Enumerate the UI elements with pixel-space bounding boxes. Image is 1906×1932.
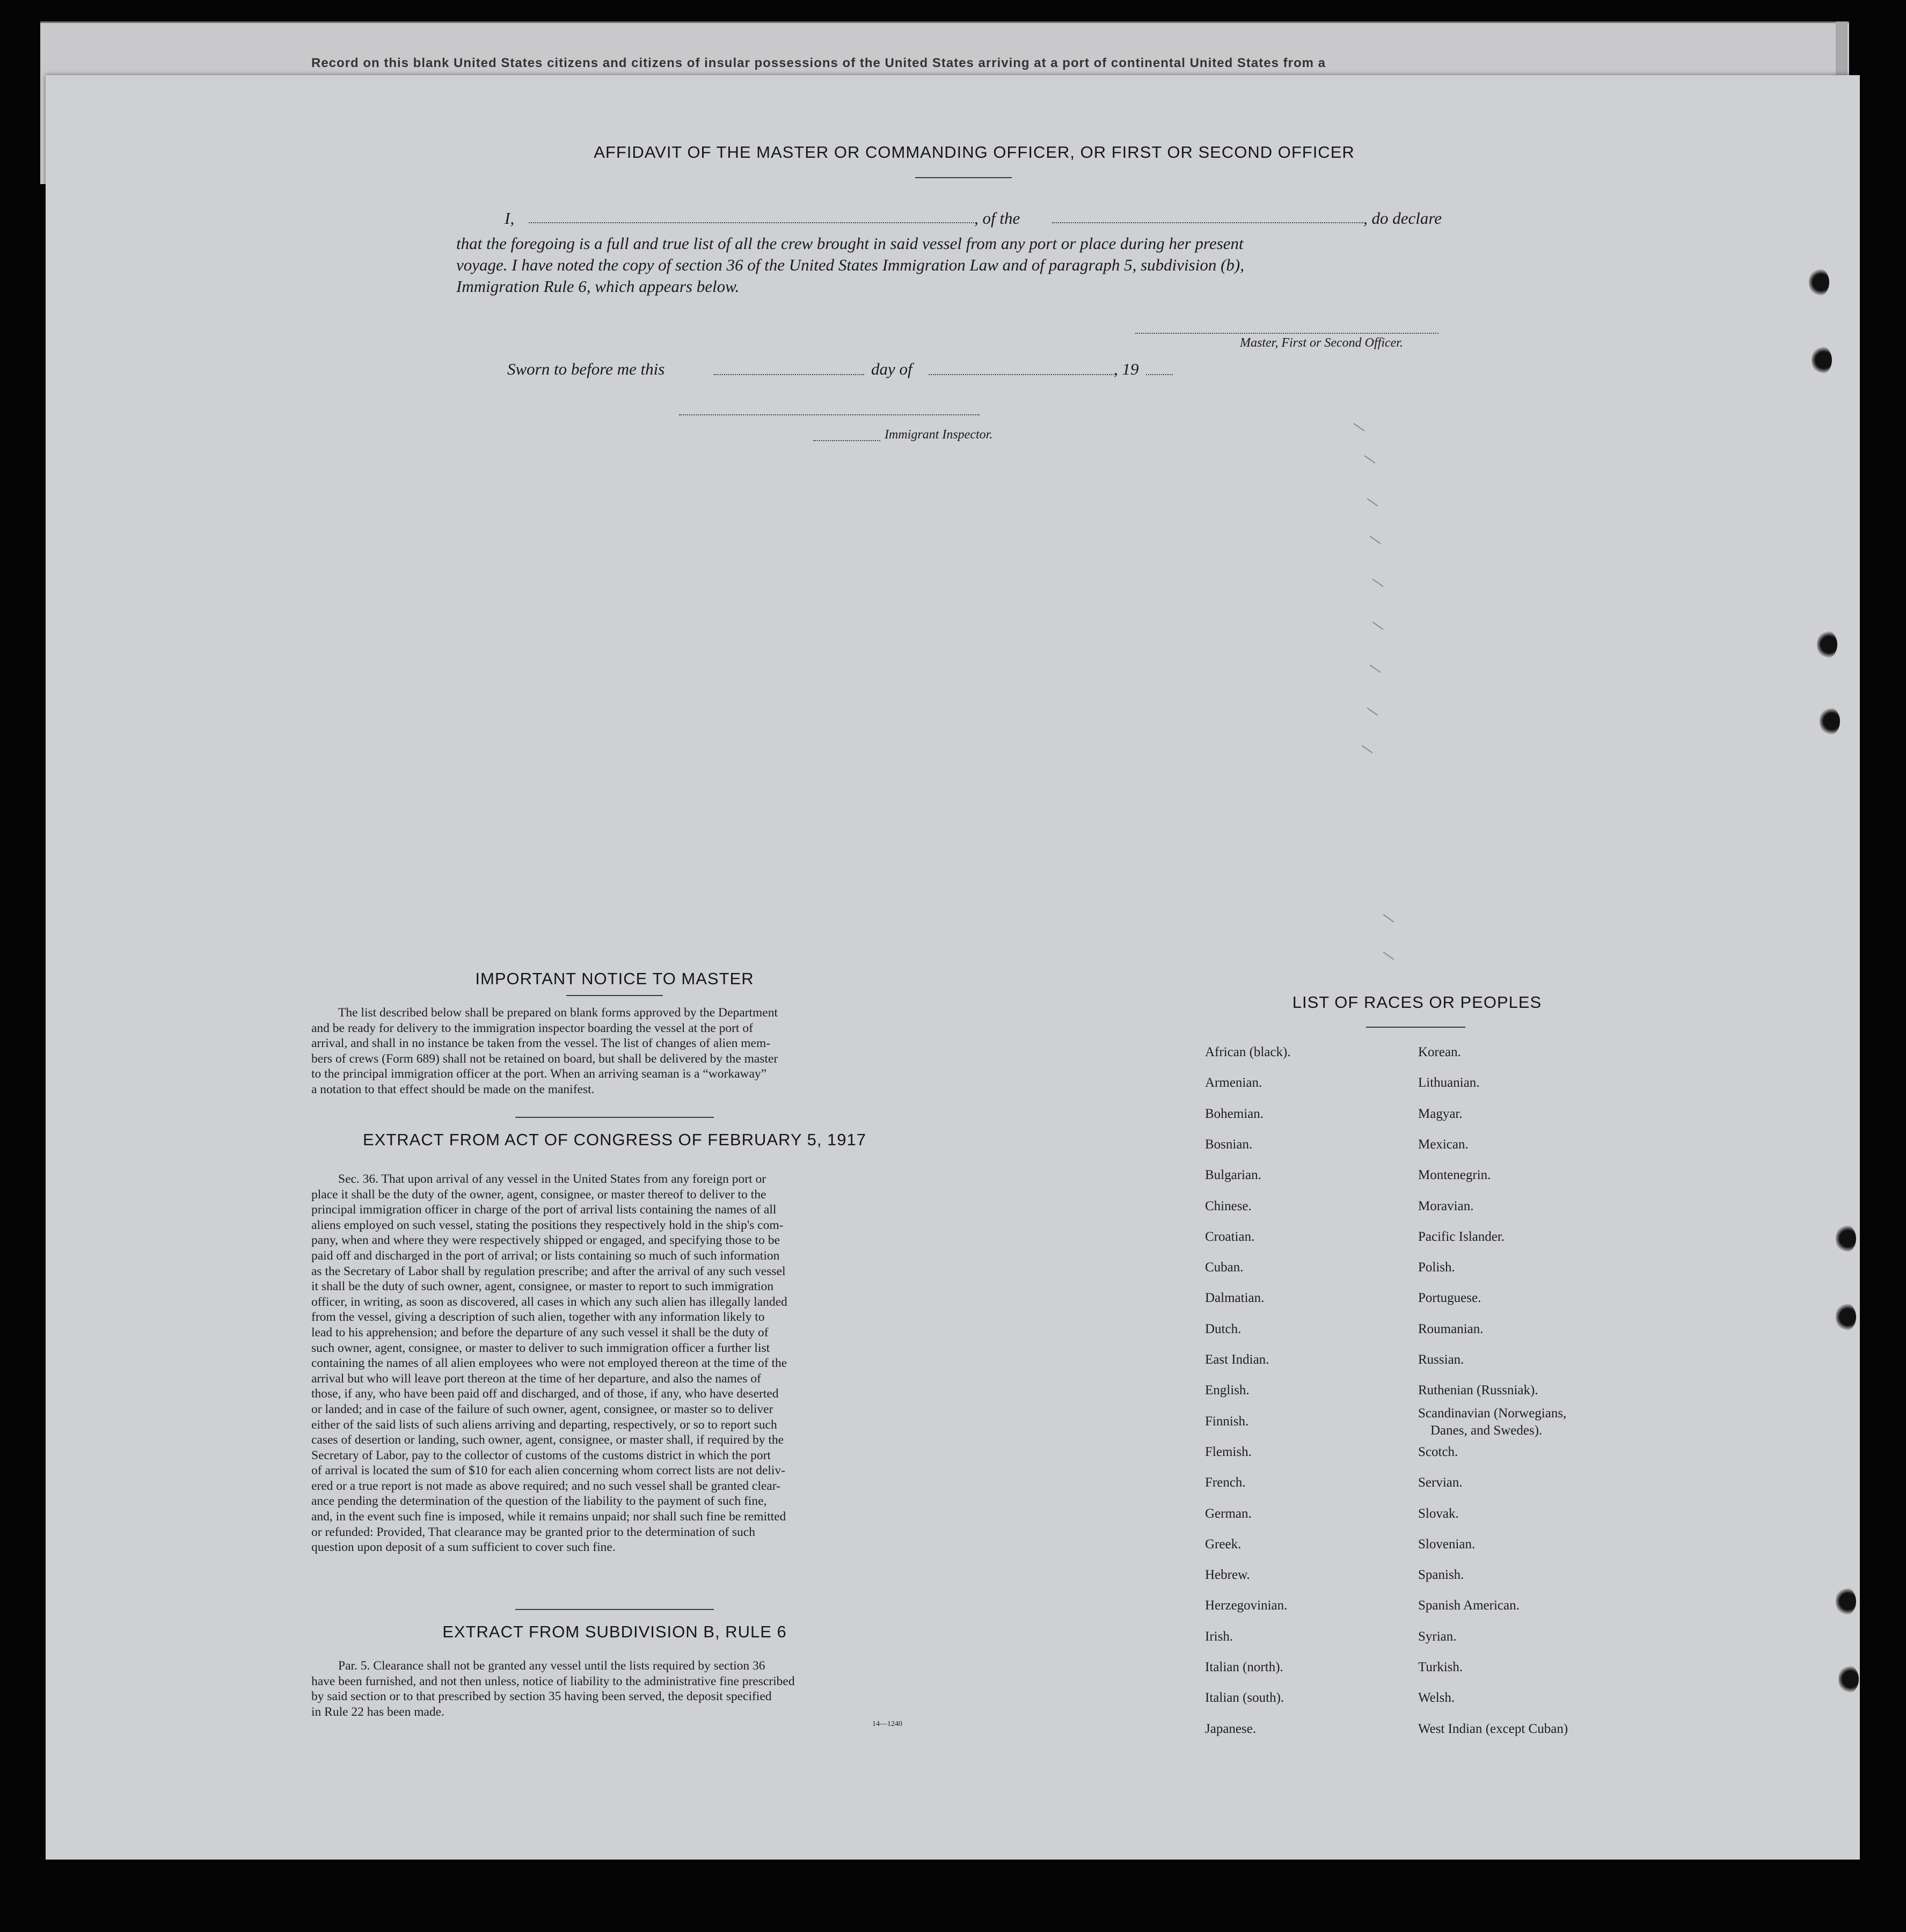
rule-text — [311, 1658, 923, 1719]
act-line: ered or a true report is not made as above required; and no such vessel shall be granted clear- — [311, 1479, 780, 1493]
sworn-text: Sworn to before me this — [507, 360, 665, 378]
master-signature-label: Master, First or Second Officer. — [1240, 336, 1403, 350]
sworn-day-line[interactable] — [714, 374, 864, 375]
affidavit-title: AFFIDAVIT OF THE MASTER OR COMMANDING OFFICER, OR FIRST OR SECOND OFFICER — [594, 143, 1355, 162]
affidavit-line-2: that the foregoing is a full and true list of all the crew brought in said vessel from any port or place during her present — [456, 234, 1244, 253]
act-line: paid off and discharged in the port of arrival; or lists containing so much of such information — [311, 1248, 780, 1263]
race-item: German. — [1205, 1506, 1252, 1521]
act-line: cases of desertion or landing, such owner, agent, consignee, or master shall, if required by the — [311, 1433, 784, 1447]
rule-line: Par. 5. Clearance shall not be granted any vessel until the lists required by section 36 — [338, 1659, 765, 1673]
act-line: officer, in writing, as soon as discovered, all cases in which any such alien has illegally landed — [311, 1294, 787, 1309]
rule-title: EXTRACT FROM SUBDIVISION B, RULE 6 — [442, 1622, 787, 1641]
race-item: Finnish. — [1205, 1414, 1249, 1429]
race-item: Slovak. — [1418, 1506, 1459, 1521]
notice-title: IMPORTANT NOTICE TO MASTER — [475, 969, 754, 988]
race-item: Spanish American. — [1418, 1598, 1520, 1613]
sworn-month-line[interactable] — [929, 374, 1116, 375]
rule-line: have been furnished, and not then unless, notice of liability to the administrative fine prescribed — [311, 1674, 795, 1688]
race-item: East Indian. — [1205, 1352, 1269, 1367]
race-item: Moravian. — [1418, 1198, 1474, 1213]
race-item: Magyar. — [1418, 1106, 1463, 1121]
section-rule — [515, 1609, 714, 1610]
races-rule — [1366, 1027, 1465, 1028]
act-line: aliens employed on such vessel, stating the positions they respectively hold in the ship's com- — [311, 1218, 784, 1232]
race-item: Dutch. — [1205, 1321, 1242, 1336]
notice-line: The list described below shall be prepared on blank forms approved by the Department — [338, 1006, 778, 1020]
race-item: Flemish. — [1205, 1444, 1252, 1459]
race-item: West Indian (except Cuban) — [1418, 1721, 1568, 1736]
race-item: Mexican. — [1418, 1137, 1469, 1152]
race-item: Welsh. — [1418, 1690, 1455, 1706]
section-rule — [515, 1117, 714, 1118]
act-text — [311, 1172, 923, 1555]
act-line: lead to his apprehension; and before the departure of any such vessel it shall be the duty of — [311, 1325, 769, 1340]
race-item: Russian. — [1418, 1352, 1464, 1367]
name-field-line[interactable] — [529, 222, 974, 223]
notice-line: bers of crews (Form 689) shall not be retained on board, but shall be delivered by the master — [311, 1051, 778, 1066]
affidavit-line-4: Immigration Rule 6, which appears below. — [456, 277, 740, 296]
race-item: Croatian. — [1205, 1229, 1255, 1244]
act-title: EXTRACT FROM ACT OF CONGRESS OF FEBRUARY 5, 1917 — [362, 1130, 867, 1149]
race-item: Japanese. — [1205, 1721, 1257, 1736]
punch-hole — [1820, 707, 1840, 735]
year-text: , 19 — [1114, 360, 1139, 378]
race-item: Pacific Islander. — [1418, 1229, 1505, 1244]
race-item-continuation: Danes, and Swedes). — [1430, 1423, 1543, 1438]
notice-line: to the principal immigration officer at the port. When an arriving seaman is a “workaway” — [311, 1067, 767, 1081]
race-item: Portuguese. — [1418, 1291, 1481, 1306]
race-item: Irish. — [1205, 1629, 1233, 1644]
race-item: Cuban. — [1205, 1260, 1244, 1275]
race-item: Greek. — [1205, 1536, 1242, 1552]
race-item: Roumanian. — [1418, 1321, 1484, 1336]
punch-hole — [1838, 1665, 1859, 1693]
act-line: principal immigration officer in charge of the port of arrival lists containing the names of all — [311, 1203, 777, 1217]
master-signature-line[interactable] — [1135, 333, 1438, 334]
rule-line: in Rule 22 has been made. — [311, 1704, 444, 1719]
title-rule — [915, 177, 1012, 178]
vessel-field-line[interactable] — [1052, 222, 1363, 223]
notice-rule — [566, 995, 663, 996]
act-line: it shall be the duty of such owner, agent, consignee, or master to report to such immigration — [311, 1279, 774, 1294]
race-item: Montenegrin. — [1418, 1168, 1491, 1183]
year-line[interactable] — [1146, 374, 1173, 375]
act-line: Secretary of Labor, pay to the collector of customs of the customs district in which the port — [311, 1448, 771, 1462]
notice-line: and be ready for delivery to the immigration inspector boarding the vessel at the port of — [311, 1021, 753, 1035]
act-line: ance pending the determination of the question of the liability to the payment of such fine, — [311, 1494, 767, 1509]
race-item: English. — [1205, 1383, 1250, 1398]
notice-line: arrival, and shall in no instance be taken from the vessel. The list of changes of alien mem- — [311, 1036, 771, 1051]
inspector-label: Immigrant Inspector. — [885, 428, 993, 442]
act-line: containing the names of all alien employees who were not employed thereon at the time of the — [311, 1356, 787, 1371]
act-line: question upon deposit of a sum sufficient to cover such fine. — [311, 1540, 616, 1555]
act-line: as the Secretary of Labor shall by regulation prescribe; and after the arrival of any such vessel — [311, 1264, 786, 1278]
race-item: Armenian. — [1205, 1075, 1262, 1091]
punch-hole — [1809, 268, 1829, 296]
act-line: arrival but who will leave port thereon at the time of her departure, and also the names of — [311, 1371, 761, 1386]
punch-hole — [1836, 1225, 1856, 1253]
inspector-dots — [813, 440, 880, 441]
punch-hole — [1817, 631, 1837, 658]
act-line: of arrival is located the sum of $10 for each alien concerning whom correct lists are not deliv- — [311, 1463, 785, 1478]
race-item: Korean. — [1418, 1045, 1461, 1059]
race-item: Italian (north). — [1205, 1660, 1283, 1674]
act-line: or refunded: Provided, That clearance may be granted prior to the determination of such — [311, 1525, 755, 1539]
form-page — [46, 75, 1860, 1860]
races-title: LIST OF RACES OR PEOPLES — [1292, 993, 1542, 1012]
affidavit-line-3: voyage. I have noted the copy of section 36 of the United States Immigration Law and of paragraph 5, subdivision (b), — [456, 255, 1244, 274]
race-item: Scotch. — [1418, 1444, 1458, 1459]
affidavit-i: I, — [505, 209, 515, 228]
act-line: from the vessel, giving a description of such alien, together with any information likely to — [311, 1310, 765, 1324]
race-item: Bosnian. — [1205, 1137, 1253, 1152]
punch-hole — [1836, 1587, 1856, 1615]
notice-line: a notation to that effect should be made on the manifest. — [311, 1082, 595, 1096]
act-line: those, if any, who have been paid off and discharged, and of those, if any, who have deserted — [311, 1387, 779, 1401]
act-line: either of the said lists of such aliens arriving and departing, respectively, or so to report such — [311, 1417, 777, 1432]
act-line: and, in the event such fine is imposed, while it remains unpaid; nor shall such fine be remitted — [311, 1510, 786, 1524]
act-line: or landed; and in case of the failure of such owner, agent, consignee, or master so to deliver — [311, 1402, 773, 1416]
act-line: Sec. 36. That upon arrival of any vessel in the United States from any foreign port or — [338, 1172, 766, 1186]
race-item: Italian (south). — [1205, 1690, 1284, 1706]
race-item: Spanish. — [1418, 1568, 1464, 1583]
race-item: Dalmatian. — [1205, 1291, 1265, 1306]
race-item: Servian. — [1418, 1475, 1463, 1490]
inspector-signature-line[interactable] — [679, 414, 980, 415]
header-strip-text: Record on this blank United States citizens and citizens of insular possessions of the United States arriving at a port of continental United States from a — [311, 56, 1326, 70]
race-item: Hebrew. — [1205, 1568, 1250, 1583]
notice-text — [311, 1005, 923, 1097]
race-item: Scandinavian (Norwegians, — [1418, 1406, 1567, 1421]
race-item: Bohemian. — [1205, 1106, 1264, 1121]
act-line: pany, when and where they were respectively shipped or engaged, and specifying those to be — [311, 1233, 780, 1248]
act-line: such owner, agent, consignee, or master to deliver to such immigration officer a further list — [311, 1341, 770, 1355]
race-item: Herzegovinian. — [1205, 1598, 1288, 1613]
race-item: Lithuanian. — [1418, 1075, 1480, 1091]
affidavit-do-declare: , do declare — [1363, 209, 1442, 228]
affidavit-of-the: , of the — [974, 209, 1020, 228]
race-item: African (black). — [1205, 1045, 1291, 1059]
day-of-text: day of — [871, 360, 912, 378]
punch-hole — [1812, 346, 1832, 374]
race-item: French. — [1205, 1475, 1246, 1490]
race-item: Chinese. — [1205, 1198, 1252, 1213]
race-item: Polish. — [1418, 1260, 1455, 1275]
race-item: Bulgarian. — [1205, 1168, 1261, 1183]
rule-line: by said section or to that prescribed by section 35 having been served, the deposit specified — [311, 1689, 772, 1704]
race-item: Ruthenian (Russniak). — [1418, 1383, 1538, 1398]
race-item: Syrian. — [1418, 1629, 1457, 1644]
race-item: Slovenian. — [1418, 1536, 1476, 1552]
race-item: Turkish. — [1418, 1660, 1463, 1674]
form-number: 14—1240 — [872, 1720, 902, 1728]
act-line: place it shall be the duty of the owner, agent, consignee, or master thereof to deliver to the — [311, 1187, 766, 1202]
punch-hole — [1836, 1303, 1856, 1331]
